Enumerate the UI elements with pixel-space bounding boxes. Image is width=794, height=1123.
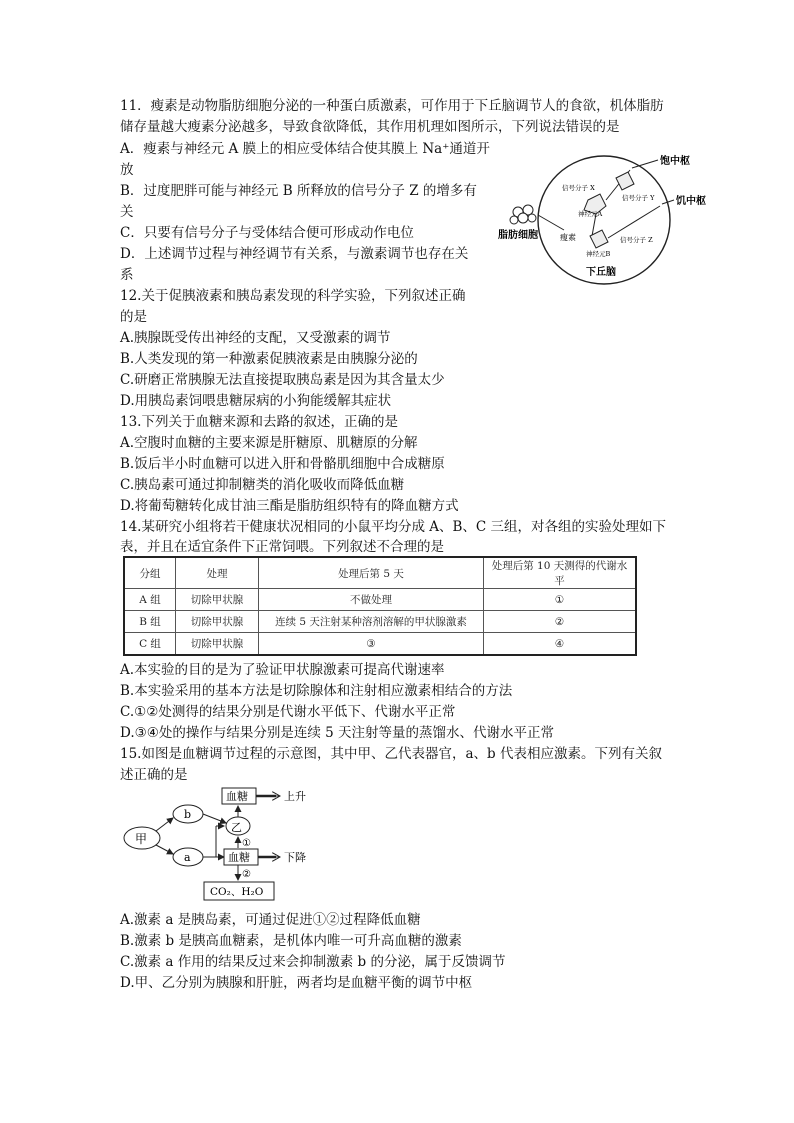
q11-stem-line1: 11．瘦素是动物脂肪细胞分泌的一种蛋白质激素，可作用于下丘脑调节人的食欲，机体脂肪 xyxy=(120,98,664,114)
q14-table xyxy=(123,556,637,656)
table-cell: 连续 5 天注射某种溶剂溶解的甲状腺激素 xyxy=(259,611,484,633)
q11-stem-line2: 储存量越大瘦素分泌越多，导致食欲降低，其作用机理如图所示，下列说法错误的是 xyxy=(120,119,620,135)
table-cell: 切除甲状腺 xyxy=(176,611,259,633)
q11-option-b-cont: 关 xyxy=(120,204,134,220)
hormone-b-label: b xyxy=(184,808,192,821)
q13-option-a: A.空腹时血糖的主要来源是肝糖原、肌糖原的分解 xyxy=(120,435,418,451)
table-header: 处理后第 5 天 xyxy=(259,557,484,589)
signal-x-label: 信号分子 X xyxy=(562,184,595,192)
q15-stem-line1: 15.如图是血糖调节过程的示意图，其中甲、乙代表器官，a、b 代表相应激素。下列有关叙 xyxy=(120,746,662,762)
process-1-label: ① xyxy=(242,838,251,849)
table-cell: C 组 xyxy=(124,633,176,656)
satiety-center-label: 饱中枢 xyxy=(660,156,690,167)
signal-z-label: 信号分子 Z xyxy=(620,236,653,244)
hypothalamus-outline xyxy=(538,156,670,284)
table-cell: 不做处理 xyxy=(259,589,484,611)
q11-option-d: D．上述调节过程与神经调节有关系，与激素调节也存在关 xyxy=(120,246,469,262)
q11-option-a: A．瘦素与神经元 A 膜上的相应受体结合使其膜上 Na⁺通道开 xyxy=(120,141,490,157)
neuron-y xyxy=(616,172,634,190)
fat-cell-label: 脂肪细胞 xyxy=(498,230,538,241)
table-cell: ③ xyxy=(259,633,484,656)
q14-option-d: D.③④处的操作与结果分别是连续 5 天注射等量的蒸馏水、代谢水平正常 xyxy=(120,725,555,741)
table-header-row xyxy=(124,557,636,589)
arrow-jia-a xyxy=(156,845,173,854)
q13-option-d: D.将葡萄糖转化成甘油三酯是脂肪组织特有的降血糖方式 xyxy=(120,498,459,514)
q11-option-c: C．只要有信号分子与受体结合便可形成动作电位 xyxy=(120,225,414,241)
q11-option-d-cont: 系 xyxy=(120,267,134,283)
q14-stem-line2: 表，并且在适宜条件下正常饲喂。下列叙述不合理的是 xyxy=(120,539,444,555)
hypothalamus-label: 下丘脑 xyxy=(586,267,616,278)
table-cell: ② xyxy=(484,611,637,633)
q12-option-c: C.研磨正常胰腺无法直接提取胰岛素是因为其含量太少 xyxy=(120,372,445,388)
hunger-center-label: 饥中枢 xyxy=(676,196,706,207)
leptin-arrow xyxy=(538,215,564,230)
rise-label: 上升 xyxy=(284,790,306,803)
q15-glucose-diagram xyxy=(120,786,340,904)
organ-yi-label: 乙 xyxy=(231,821,242,834)
q12-stem-line2: 的是 xyxy=(120,309,147,325)
q13-stem: 13.下列关于血糖来源和去路的叙述，正确的是 xyxy=(120,414,398,430)
table-cell: B 组 xyxy=(124,611,176,633)
leptin-label: 瘦素 xyxy=(560,233,576,242)
co2-h2o-label: CO₂、H₂O xyxy=(210,886,264,898)
q12-option-b: B.人类发现的第一种激素促胰液素是由胰腺分泌的 xyxy=(120,351,418,367)
table-header: 处理 xyxy=(176,557,259,589)
q15-option-c: C.激素 a 作用的结果反过来会抑制激素 b 的分泌，属于反馈调节 xyxy=(120,954,506,970)
q14-stem-line1: 14.某研究小组将若干健康状况相同的小鼠平均分成 A、B、C 三组，对各组的实验处理如下 xyxy=(120,519,667,535)
arrow-b-yi xyxy=(203,814,226,823)
fat-cells xyxy=(510,205,536,224)
table-cell: 切除甲状腺 xyxy=(176,633,259,656)
glucose-bottom-label: 血糖 xyxy=(228,851,250,864)
q11-option-b: B．过度肥胖可能与神经元 B 所释放的信号分子 Z 的增多有 xyxy=(120,183,477,199)
q14-option-a: A.本实验的目的是为了验证甲状腺激素可提高代谢速率 xyxy=(120,662,445,678)
q14-option-c: C.①②处测得的结果分别是代谢水平低下、代谢水平正常 xyxy=(120,704,456,720)
signal-y-label: 信号分子 Y xyxy=(622,194,655,202)
q13-option-c: C.胰岛素可通过抑制糖类的消化吸收而降低血糖 xyxy=(120,477,405,493)
organ-jia-label: 甲 xyxy=(135,832,148,846)
q15-stem-line2: 述正确的是 xyxy=(120,767,188,783)
q13-option-b: B.饭后半小时血糖可以进入肝和骨骼肌细胞中合成糖原 xyxy=(120,456,445,472)
q12-option-d: D.用胰岛素饲喂患糖尿病的小狗能缓解其症状 xyxy=(120,393,392,409)
process-2-label: ② xyxy=(242,869,251,880)
q12-option-a: A.胰腺既受传出神经的支配，又受激素的调节 xyxy=(120,330,391,346)
q15-option-d: D.甲、乙分别为胰腺和肝脏，两者均是血糖平衡的调节中枢 xyxy=(120,975,473,991)
neuron-b-label: 神经元B xyxy=(586,250,611,258)
table-row xyxy=(124,589,636,611)
table-cell: ① xyxy=(484,589,637,611)
q15-option-b: B.激素 b 是胰高血糖素，是机体内唯一可升高血糖的激素 xyxy=(120,933,462,949)
table-header: 分组 xyxy=(124,557,176,589)
fall-label: 下降 xyxy=(284,851,306,864)
q11-option-a-cont: 放 xyxy=(120,162,134,178)
table-cell: 切除甲状腺 xyxy=(176,589,259,611)
q11-hypothalamus-figure xyxy=(492,150,722,288)
hormone-a-label: a xyxy=(184,851,191,864)
table-header: 处理后第 10 天测得的代谢水平 xyxy=(484,557,637,589)
table-row xyxy=(124,611,636,633)
table-cell: ④ xyxy=(484,633,637,656)
table-cell: A 组 xyxy=(124,589,176,611)
arrow-jia-b xyxy=(156,818,173,831)
q14-option-b: B.本实验采用的基本方法是切除腺体和注射相应激素相结合的方法 xyxy=(120,683,513,699)
q12-stem-line1: 12.关于促胰液素和胰岛素发现的科学实验，下列叙述正确 xyxy=(120,288,466,304)
glucose-top-label: 血糖 xyxy=(226,790,248,803)
neuron-a-label: 神经元A xyxy=(578,210,603,218)
table-row xyxy=(124,633,636,656)
q15-option-a: A.激素 a 是胰岛素，可通过促进①②过程降低血糖 xyxy=(120,912,421,928)
